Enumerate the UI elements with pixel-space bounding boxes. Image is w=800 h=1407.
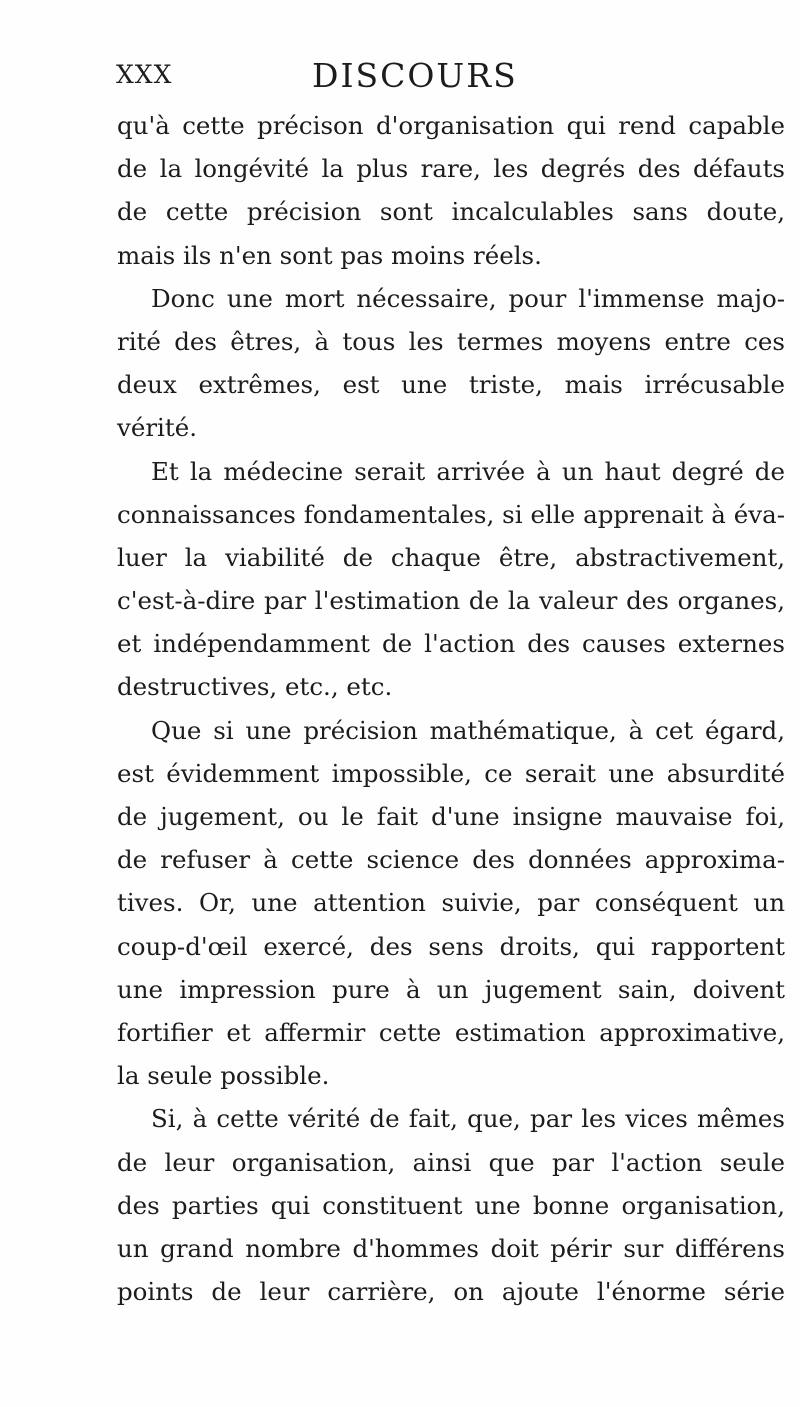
text-line: et indépendamment de l'action des causes externes — [117, 629, 785, 659]
text-line: de refuser à cette science des données approxima- — [117, 845, 785, 875]
text-line: c'est-à-dire par l'estimation de la valeur des organes, — [117, 586, 785, 616]
text-line: vérité. — [117, 413, 198, 443]
body-text — [117, 104, 785, 1313]
running-head: DISCOURS — [312, 56, 518, 95]
text-line: Donc une mort nécessaire, pour l'immense majo- — [151, 283, 785, 313]
text-line: de cette précision sont incalculables sans doute, — [117, 197, 785, 227]
text-line: de jugement, ou le fait d'une insigne mauvaise foi, — [117, 802, 785, 831]
text-line: une impression pure à un jugement sain, doivent — [117, 974, 785, 1004]
text-line: fortifier et affermir cette estimation approximative, — [117, 1017, 785, 1047]
text-line: un grand nombre d'hommes doit périr sur différens — [117, 1233, 785, 1263]
text-line: luer la viabilité de chaque être, abstractivement, — [117, 542, 785, 572]
text-line: Que si une précision mathématique, à cet égard, — [151, 715, 785, 745]
text-line: mais ils n'en sont pas moins réels. — [117, 240, 542, 270]
text-line: la seule possible. — [117, 1061, 330, 1091]
text-line: Et la médecine serait arrivée à un haut degré de — [151, 456, 785, 486]
text-line: des parties qui constituent une bonne organisation, — [117, 1190, 785, 1220]
text-line: deux extrêmes, est une triste, mais irrécusable — [117, 370, 785, 400]
text-line: rité des êtres, à tous les termes moyens entre ces — [117, 326, 785, 356]
text-line: de leur organisation, ainsi que par l'action seule — [117, 1147, 785, 1177]
text-line: connaissances fondamentales, si elle apprenait à éva- — [117, 499, 785, 529]
text-line: coup-d'œil exercé, des sens droits, qui rapportent — [117, 931, 785, 961]
page-header — [116, 56, 776, 100]
text-line: est évidemment impossible, ce serait une absurdité — [117, 758, 785, 788]
text-line: points de leur carrière, on ajoute l'énorme série — [117, 1277, 785, 1307]
text-line: de la longévité la plus rare, les degrés des défauts — [117, 154, 785, 184]
text-line: tives. Or, une attention suivie, par conséquent un — [117, 888, 785, 918]
text-line: qu'à cette précison d'organisation qui rend capable — [117, 111, 785, 140]
text-line: Si, à cette vérité de fait, que, par les vices mêmes — [151, 1104, 785, 1134]
text-line: destructives, etc., etc. — [117, 672, 393, 702]
page-number: XXX — [116, 60, 173, 89]
